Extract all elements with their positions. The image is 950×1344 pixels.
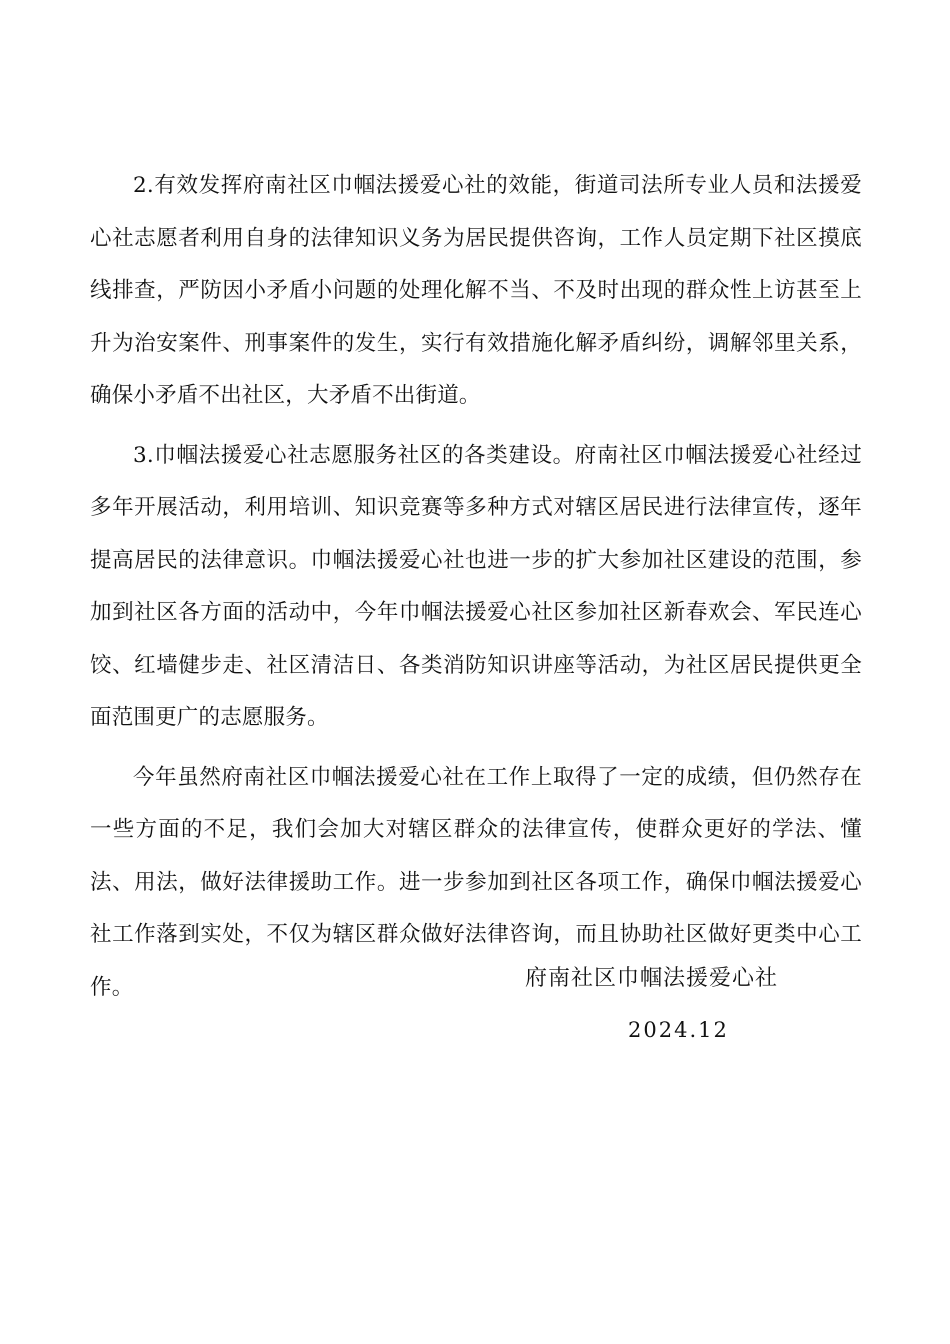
paragraph-summary: 今年虽然府南社区巾帼法援爱心社在工作上取得了一定的成绩，但仍然存在一些方面的不足，我们会加大对辖区群众的法律宣传，使群众更好的学法、懂法、用法，做好法律援助工作。进一步参加到社区各项工作，确保巾帼法援爱心社工作落到实处，不仅为辖区群众做好法律咨询，而且协助社区做好更类中心工作。 — [90, 764, 862, 1000]
signature-organization: 府南社区巾帼法援爱心社 — [525, 966, 779, 991]
paragraph-3: 3.巾帼法援爱心社志愿服务社区的各类建设。府南社区巾帼法援爱心社经过多年开展活动，利用培训、知识竞赛等多种方式对辖区居民进行法律宣传，逐年提高居民的法律意识。巾帼法援爱心社也进一步的扩大参加社区建设的范围，参加到社区各方面的活动中，今年巾帼法援爱心社区参加社区新春欢会、军民连心饺、红墙健步走、社区清洁日、各类消防知识讲座等活动，为社区居民提供更全面范围更广的志愿服务。 — [90, 442, 862, 730]
document-body — [90, 160, 862, 1021]
paragraph-2: 2.有效发挥府南社区巾帼法援爱心社的效能，街道司法所专业人员和法援爱心社志愿者利用自身的法律知识义务为居民提供咨询，工作人员定期下社区摸底线排查，严防因小矛盾小问题的处理化解不当、不及时出现的群众性上访甚至上升为治安案件、刑事案件的发生，实行有效措施化解矛盾纠纷，调解邻里关系，确保小矛盾不出社区，大矛盾不出街道。 — [90, 173, 862, 408]
signature-date: 2024.12 — [628, 1018, 729, 1042]
